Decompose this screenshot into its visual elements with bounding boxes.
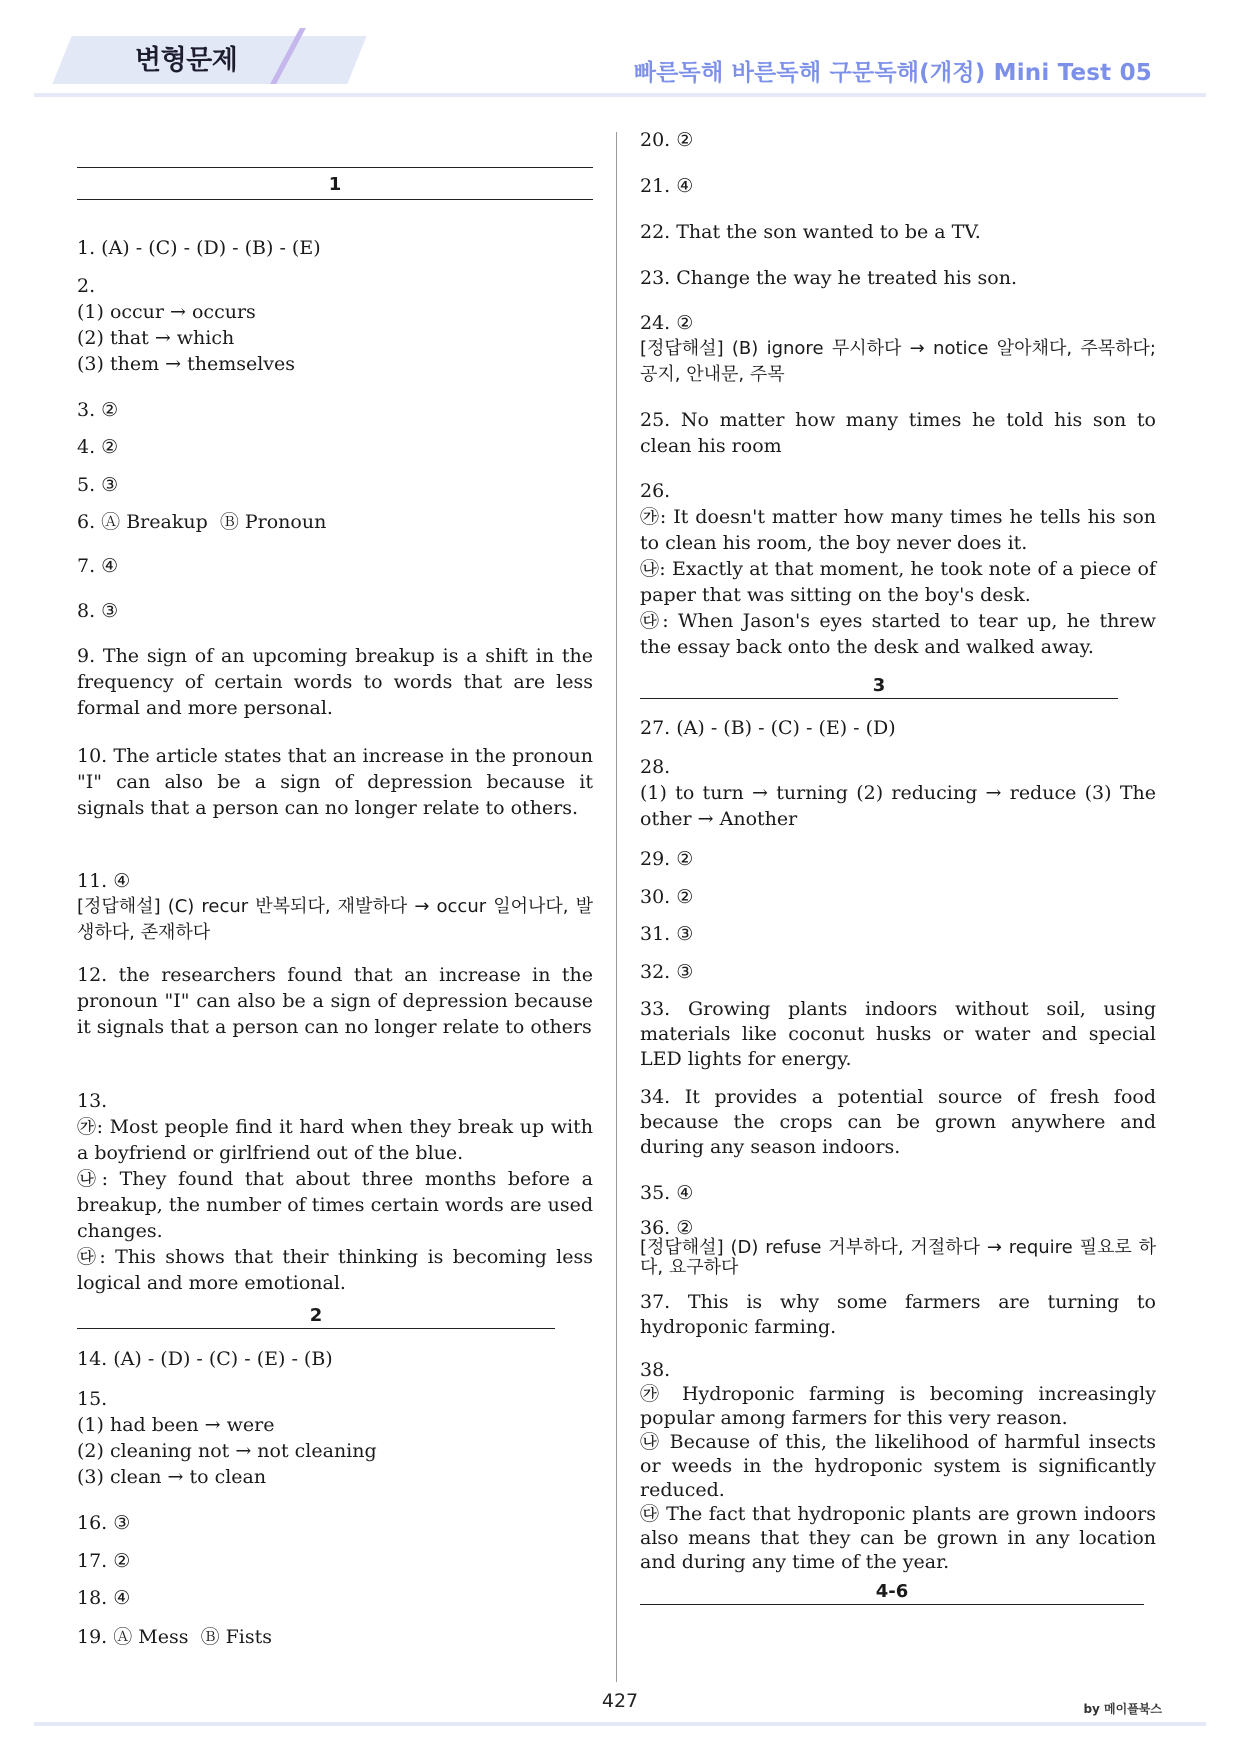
answer-34: 34. It provides a potential source of fresh food because the crops can be grown anywhere and during any season indoors. xyxy=(640,1086,1156,1158)
answer-line: ㉮ Hydroponic farming is becoming increasingly popular among farmers for this very reason. xyxy=(640,1383,1156,1429)
answer-line: (1) occur → occurs xyxy=(77,301,256,323)
answer-1: 1. (A) - (C) - (D) - (B) - (E) xyxy=(77,237,321,259)
answer-27: 27. (A) - (B) - (C) - (E) - (D) xyxy=(640,717,896,739)
answer-line: 26. xyxy=(640,480,671,502)
page-title: 빠른독해 바른독해 구문독해(개정) Mini Test 05 xyxy=(633,60,1152,86)
section-header-3: 3 xyxy=(640,674,1118,699)
answer-line: (2) that → which xyxy=(77,327,235,349)
header-rule xyxy=(34,93,1206,97)
answer-14: 14. (A) - (D) - (C) - (E) - (B) xyxy=(77,1348,333,1370)
answer-3: 3. ② xyxy=(77,399,119,421)
answer-line: 2. xyxy=(77,275,96,297)
answer-35: 35. ④ xyxy=(640,1182,694,1204)
answer-line: 38. xyxy=(640,1359,671,1381)
answer-line: ㉯: Exactly at that moment, he took note of a piece of paper that was sitting on the boy's desk. xyxy=(640,558,1156,606)
answer-17: 17. ② xyxy=(77,1550,131,1572)
answer-explanation: [정답해설] (B) ignore 무시하다 → notice 알아채다, 주목하다; 공지, 안내문, 주목 xyxy=(640,338,1156,385)
answer-line: (1) to turn → turning (2) reducing → reduce (3) The other → Another xyxy=(640,782,1156,830)
answer-line: ㉰: When Jason's eyes started to tear up, he threw the essay back onto the desk and walked away. xyxy=(640,610,1156,658)
answer-12: 12. the researchers found that an increase in the pronoun "I" can also be a sign of depression because it signals that a person can no longer relate to others xyxy=(77,964,593,1038)
answer-line: ㉰: This shows that their thinking is becoming less logical and more emotional. xyxy=(77,1246,593,1294)
answer-31: 31. ③ xyxy=(640,923,694,945)
section-header-2: 2 xyxy=(77,1304,555,1329)
answer-7: 7. ④ xyxy=(77,555,119,577)
answer-line: (3) clean → to clean xyxy=(77,1466,267,1488)
answer-32: 32. ③ xyxy=(640,961,694,983)
section-header-4-6: 4-6 xyxy=(640,1580,1144,1605)
answer-33: 33. Growing plants indoors without soil, using materials like coconut husks or water and special LED lights for energy. xyxy=(640,998,1156,1070)
answer-18: 18. ④ xyxy=(77,1587,131,1609)
answer-8: 8. ③ xyxy=(77,600,119,622)
answer-37: 37. This is why some farmers are turning to hydroponic farming. xyxy=(640,1291,1156,1338)
answer-28 xyxy=(640,754,1156,832)
answer-5: 5. ③ xyxy=(77,474,119,496)
answer-line: ㉮: Most people find it hard when they break up with a boyfriend or girlfriend out of the blue. xyxy=(77,1116,593,1164)
answer-16: 16. ③ xyxy=(77,1512,131,1534)
answer-2 xyxy=(77,273,593,377)
answer-line: 24. ② xyxy=(640,312,694,334)
answer-29: 29. ② xyxy=(640,848,694,870)
answer-line: ㉰ The fact that hydroponic plants are grown indoors also means that they can be grown in any location and during any time of the year. xyxy=(640,1503,1156,1573)
answer-explanation: [정답해설] (C) recur 반복되다, 재발하다 → occur 일어나다, 발생하다, 존재하다 xyxy=(77,896,593,943)
answer-line: ㉯: They found that about three months before a breakup, the number of times certain words are used changes. xyxy=(77,1168,593,1242)
answer-explanation: [정답해설] (D) refuse 거부하다, 거절하다 → require 필요로 하다, 요구하다 xyxy=(640,1237,1156,1278)
answer-line: 13. xyxy=(77,1090,108,1112)
answer-line: 28. xyxy=(640,756,671,778)
answer-21: 21. ④ xyxy=(640,175,694,197)
answer-line: ㉯ Because of this, the likelihood of harmful insects or weeds in the hydroponic system is significantly reduced. xyxy=(640,1431,1156,1501)
answer-24 xyxy=(640,310,1156,388)
answer-line: (2) cleaning not → not cleaning xyxy=(77,1440,377,1462)
answer-line: 36. ② xyxy=(640,1217,694,1239)
answer-line: 15. xyxy=(77,1388,108,1410)
answer-36 xyxy=(640,1218,1156,1278)
answer-4: 4. ② xyxy=(77,436,119,458)
answer-26 xyxy=(640,478,1156,660)
answer-19: 19. Ⓐ Mess Ⓑ Fists xyxy=(77,1626,273,1648)
answer-25: 25. No matter how many times he told his son to clean his room xyxy=(640,409,1156,457)
answer-9: 9. The sign of an upcoming breakup is a shift in the frequency of certain words to words that are less formal and more personal. xyxy=(77,645,593,719)
page-number: 427 xyxy=(601,1690,639,1712)
footer-rule xyxy=(34,1722,1206,1726)
column-divider xyxy=(616,132,617,1682)
answer-20: 20. ② xyxy=(640,129,694,151)
answer-23: 23. Change the way he treated his son. xyxy=(640,267,1018,289)
answer-13 xyxy=(77,1088,593,1296)
header-badge: 변형문제 xyxy=(135,45,238,76)
answer-30: 30. ② xyxy=(640,886,694,908)
answer-38 xyxy=(640,1358,1156,1574)
publisher-credit: by 메이플북스 xyxy=(1083,1702,1162,1716)
answer-line: (3) them → themselves xyxy=(77,353,296,375)
answer-line: ㉮: It doesn't matter how many times he tells his son to clean his room, the boy never does it. xyxy=(640,506,1156,554)
answer-15 xyxy=(77,1386,593,1490)
answer-line: 11. ④ xyxy=(77,870,131,892)
answer-10: 10. The article states that an increase in the pronoun "I" can also be a sign of depression because it signals that a person can no longer relate to others. xyxy=(77,745,593,819)
answer-11 xyxy=(77,868,593,946)
section-header-1: 1 xyxy=(77,167,593,200)
answer-6: 6. Ⓐ Breakup Ⓑ Pronoun xyxy=(77,511,327,533)
answer-line: (1) had been → were xyxy=(77,1414,275,1436)
answer-22: 22. That the son wanted to be a TV. xyxy=(640,221,981,243)
